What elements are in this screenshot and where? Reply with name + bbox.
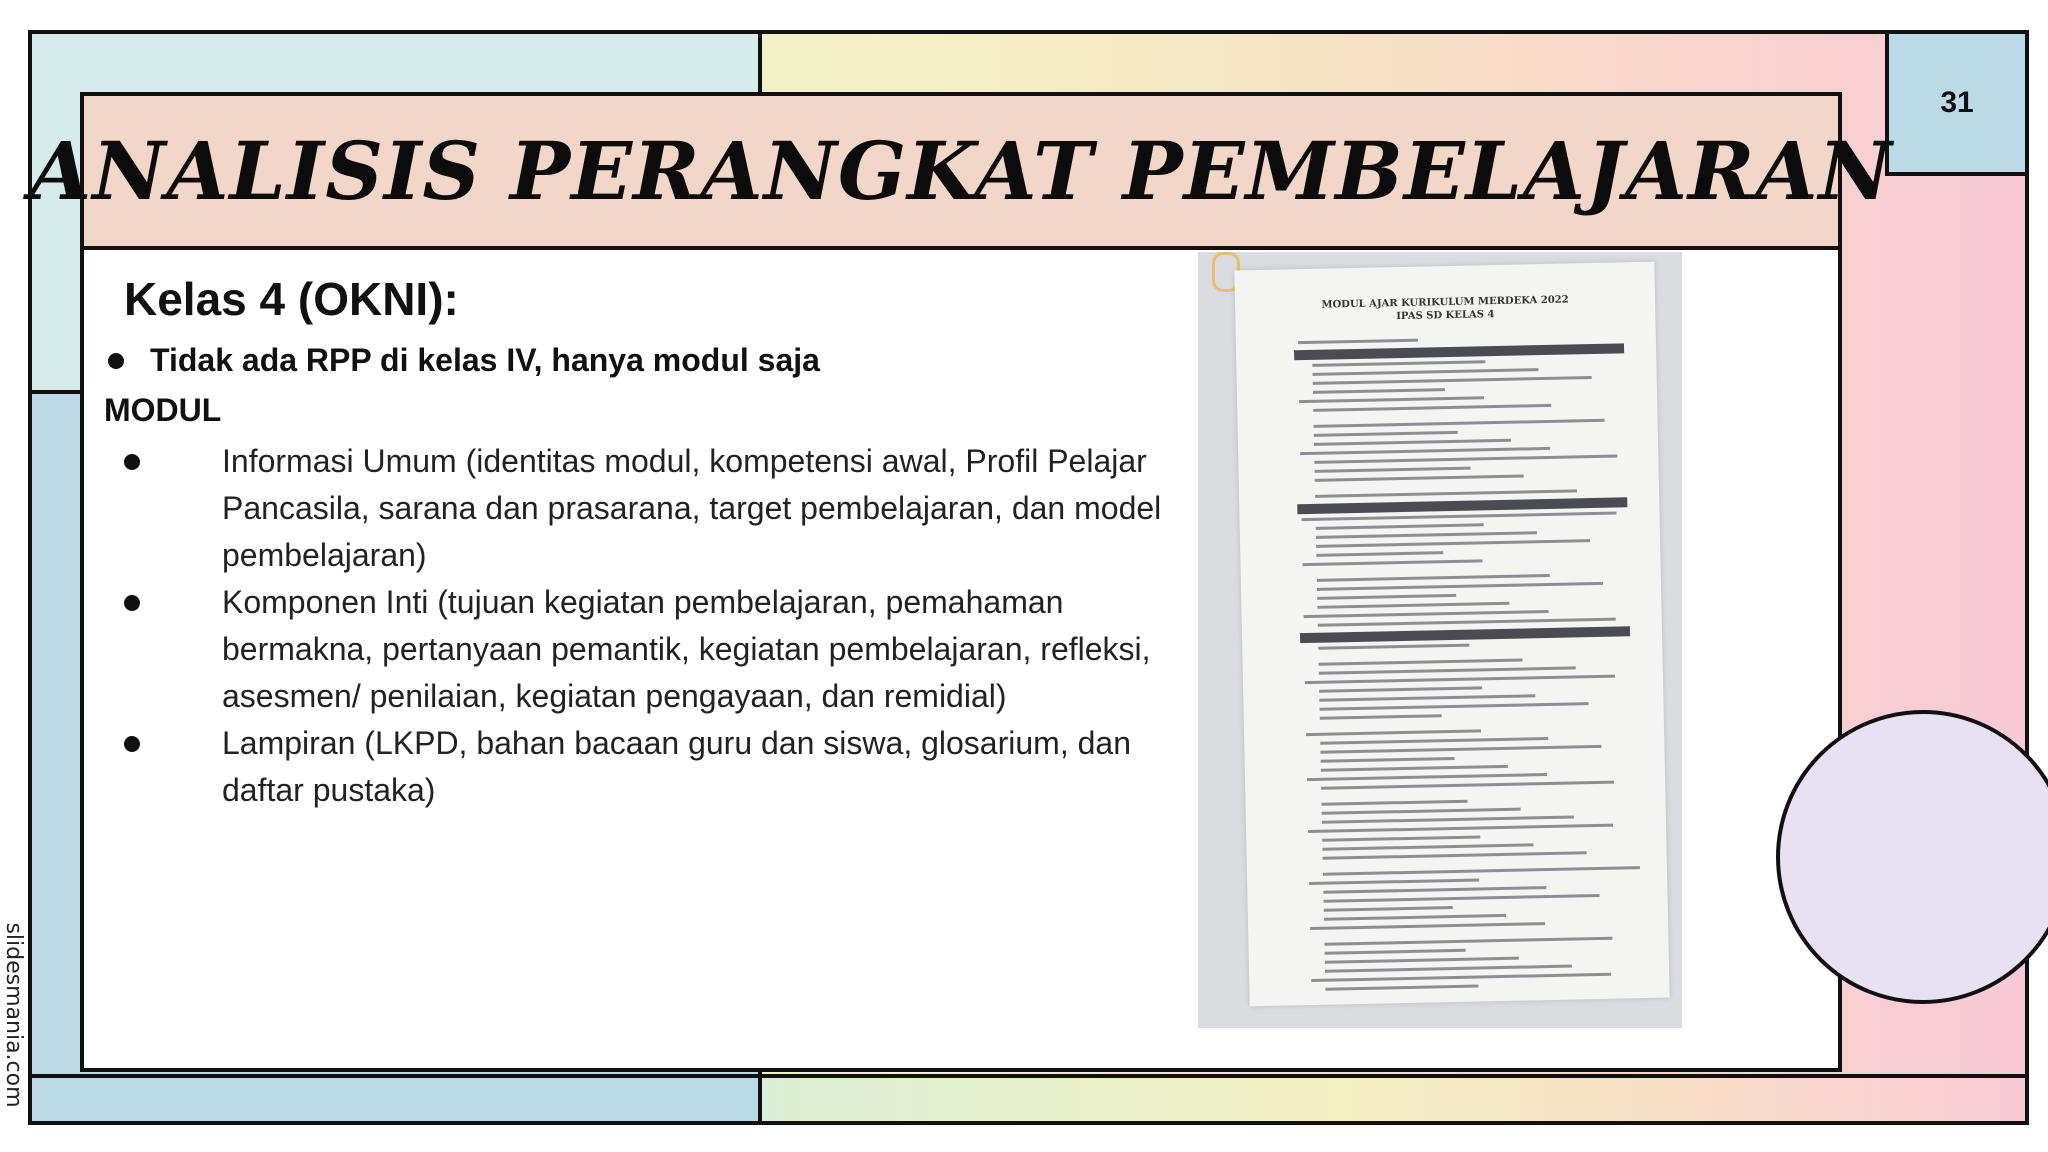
document-text-line — [1314, 419, 1605, 428]
document-text-line — [1318, 618, 1616, 627]
document-text-line — [1315, 467, 1471, 473]
document-text-line — [1314, 431, 1458, 437]
bullet-dot-icon — [108, 353, 124, 369]
document-text-line — [1318, 644, 1469, 650]
document-text-line — [1315, 489, 1577, 497]
document-text-line — [1321, 757, 1455, 763]
document-text-line — [1324, 894, 1600, 903]
document-text-line — [1323, 886, 1546, 894]
document-text-line — [1299, 396, 1484, 403]
page-number-box — [1885, 30, 2029, 176]
gradient-bottom-panel — [762, 1074, 2029, 1125]
document-text-line — [1315, 474, 1524, 481]
document-text-line — [1321, 781, 1614, 790]
document-text-line — [1312, 360, 1485, 367]
document-text-line — [1308, 824, 1613, 833]
document-text-line — [1325, 965, 1572, 973]
list-item-text: Informasi Umum (identitas modul, kompetensi awal, Profil Pelajar Pancasila, sarana dan prasarana, target pembelajaran, dan model pembelajaran) — [222, 443, 1162, 573]
list-item-text: Komponen Inti (tujuan kegiatan pembelajaran, pemahaman bermakna, pertanyaan pemantik, kegiatan pembelajaran, refleksi, asesmen/ penilaian, kegiatan pengayaan, dan remidial) — [222, 584, 1151, 714]
document-text-line — [1325, 985, 1478, 991]
blue-bottom-panel — [32, 1074, 762, 1125]
document-section-bar — [1300, 626, 1630, 643]
bullet-dot-icon — [124, 454, 140, 470]
document-text-line — [1320, 714, 1442, 720]
document-text-line — [1319, 659, 1523, 666]
list-item-text: Lampiran (LKPD, bahan bacaan guru dan siswa, glosarium, dan daftar pustaka) — [222, 725, 1131, 808]
document-header: MODUL AJAR KURIKULUM MERDEKA 2022 IPAS SD KELAS 4 — [1321, 294, 1569, 323]
watermark: slidesmania.com — [1, 922, 26, 1108]
document-text-line — [1316, 551, 1443, 557]
document-text-lines — [1234, 262, 1654, 271]
document-text-line — [1313, 376, 1592, 385]
document-text-line — [1305, 675, 1615, 684]
document-text-line — [1300, 447, 1550, 455]
content-card — [29, 92, 1893, 1072]
document-text-line — [1314, 454, 1617, 463]
class-heading: Kelas 4 (OKNI): — [124, 273, 459, 325]
document-text-line — [1321, 765, 1508, 772]
document-text-line — [1322, 800, 1468, 806]
bullet-dot-icon — [124, 595, 140, 611]
document-text-line — [1302, 559, 1482, 566]
document-text-line — [1310, 922, 1545, 930]
decorative-circle — [1776, 710, 2048, 1004]
document-text-line — [1323, 866, 1640, 876]
main-bullet — [108, 342, 820, 379]
document-text-line — [1324, 906, 1453, 912]
document-text-line — [1320, 737, 1548, 745]
list-item — [124, 579, 1184, 720]
document-text-line — [1307, 773, 1547, 781]
document-text-line — [1317, 582, 1603, 591]
document-text-line — [1322, 808, 1521, 815]
bullet-dot-icon — [124, 736, 140, 752]
list-item — [124, 438, 1184, 579]
document-text-line — [1317, 574, 1550, 582]
document-text-line — [1304, 610, 1549, 618]
document-text-line — [1316, 531, 1537, 539]
document-text-line — [1313, 368, 1539, 376]
document-text-line — [1320, 745, 1601, 754]
document-text-line — [1323, 851, 1587, 860]
document-text-line — [1311, 973, 1611, 982]
slide-title: ANALISIS PERANGKAT PEMBELAJARAN — [29, 124, 1893, 218]
document-text-line — [1322, 815, 1574, 823]
document-text-line — [1309, 878, 1479, 885]
document-text-line — [1322, 843, 1533, 850]
document-sheet — [1234, 262, 1669, 1007]
document-text-line — [1319, 666, 1576, 674]
modul-component-list — [124, 438, 1184, 814]
document-text-line — [1325, 949, 1466, 955]
document-text-line — [1314, 439, 1511, 446]
document-text-line — [1313, 388, 1445, 394]
module-document-photo — [1198, 252, 1682, 1028]
document-text-line — [1325, 957, 1519, 964]
document-text-line — [1324, 937, 1612, 946]
document-text-line — [1319, 686, 1482, 692]
document-text-line — [1316, 539, 1590, 548]
title-band — [29, 96, 1893, 250]
document-text-line — [1298, 339, 1418, 345]
list-item — [124, 720, 1184, 814]
document-text-line — [1313, 404, 1551, 412]
document-text-line — [1306, 729, 1481, 736]
document-text-line — [1324, 914, 1506, 921]
modul-label: MODUL — [104, 392, 222, 428]
page-number: 31 — [1940, 86, 1974, 119]
document-text-line — [1317, 602, 1509, 609]
main-bullet-text: Tidak ada RPP di kelas IV, hanya modul saja — [150, 342, 820, 378]
document-text-line — [1317, 594, 1456, 600]
document-text-line — [1316, 523, 1484, 530]
document-section-bar — [1294, 343, 1624, 360]
document-text-line — [1319, 694, 1535, 702]
document-text-line — [1320, 702, 1589, 711]
document-text-line — [1322, 835, 1480, 841]
